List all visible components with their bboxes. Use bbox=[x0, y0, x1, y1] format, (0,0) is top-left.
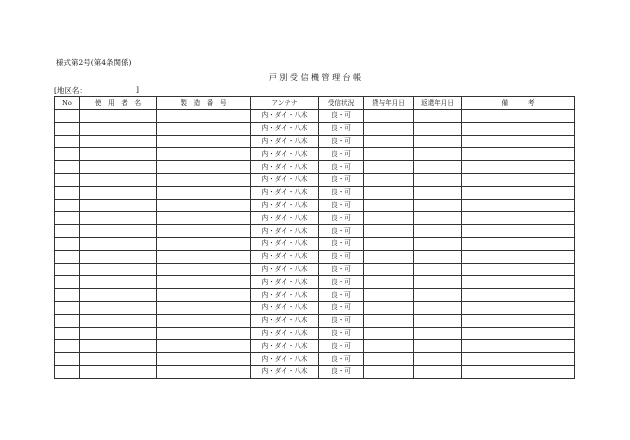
cell-no[interactable] bbox=[55, 250, 80, 263]
cell-no[interactable] bbox=[55, 199, 80, 212]
cell-loan-date[interactable] bbox=[364, 276, 414, 289]
cell-return-date[interactable] bbox=[414, 237, 462, 250]
cell-reception[interactable]: 良・可 bbox=[319, 276, 364, 289]
cell-return-date[interactable] bbox=[414, 353, 462, 366]
table-row bbox=[55, 314, 575, 327]
cell-return-date[interactable] bbox=[414, 135, 462, 148]
cell-no[interactable] bbox=[55, 148, 80, 161]
cell-user-name[interactable] bbox=[80, 199, 157, 212]
cell-serial-number[interactable] bbox=[157, 212, 251, 225]
cell-user-name[interactable] bbox=[80, 250, 157, 263]
cell-loan-date[interactable] bbox=[364, 173, 414, 186]
cell-remarks[interactable] bbox=[462, 161, 575, 174]
cell-remarks[interactable] bbox=[462, 186, 575, 199]
cell-antenna[interactable]: 内・ダイ・八木 bbox=[251, 173, 319, 186]
receiver-ledger-table bbox=[54, 96, 575, 379]
cell-return-date[interactable] bbox=[414, 289, 462, 302]
cell-serial-number[interactable] bbox=[157, 365, 251, 378]
column-header-loan-date: 貸与年月日 bbox=[364, 97, 414, 110]
cell-antenna[interactable]: 内・ダイ・八木 bbox=[251, 135, 319, 148]
cell-serial-number[interactable] bbox=[157, 289, 251, 302]
cell-user-name[interactable] bbox=[80, 173, 157, 186]
cell-no[interactable] bbox=[55, 173, 80, 186]
form-code: 様式第2号(第4条関係) bbox=[56, 58, 132, 67]
cell-loan-date[interactable] bbox=[364, 250, 414, 263]
table-row bbox=[55, 365, 575, 378]
column-header-return-date: 返還年月日 bbox=[414, 97, 462, 110]
cell-user-name[interactable] bbox=[80, 301, 157, 314]
cell-no[interactable] bbox=[55, 186, 80, 199]
cell-remarks[interactable] bbox=[462, 263, 575, 276]
cell-no[interactable] bbox=[55, 135, 80, 148]
cell-antenna[interactable]: 内・ダイ・八木 bbox=[251, 327, 319, 340]
table-row bbox=[55, 327, 575, 340]
cell-return-date[interactable] bbox=[414, 327, 462, 340]
table-row bbox=[55, 301, 575, 314]
cell-antenna[interactable]: 内・ダイ・八木 bbox=[251, 186, 319, 199]
cell-loan-date[interactable] bbox=[364, 148, 414, 161]
district-bracket-close: ] bbox=[136, 85, 139, 94]
cell-return-date[interactable] bbox=[414, 212, 462, 225]
cell-serial-number[interactable] bbox=[157, 225, 251, 238]
table-body bbox=[55, 110, 575, 379]
cell-serial-number[interactable] bbox=[157, 340, 251, 353]
cell-remarks[interactable] bbox=[462, 110, 575, 123]
cell-reception[interactable]: 良・可 bbox=[319, 314, 364, 327]
cell-loan-date[interactable] bbox=[364, 263, 414, 276]
table-row bbox=[55, 161, 575, 174]
cell-no[interactable] bbox=[55, 161, 80, 174]
cell-reception[interactable]: 良・可 bbox=[319, 148, 364, 161]
cell-loan-date[interactable] bbox=[364, 340, 414, 353]
cell-loan-date[interactable] bbox=[364, 161, 414, 174]
table-row bbox=[55, 289, 575, 302]
cell-remarks[interactable] bbox=[462, 122, 575, 135]
cell-reception[interactable]: 良・可 bbox=[319, 135, 364, 148]
cell-antenna[interactable]: 内・ダイ・八木 bbox=[251, 250, 319, 263]
cell-loan-date[interactable] bbox=[364, 237, 414, 250]
cell-reception[interactable]: 良・可 bbox=[319, 301, 364, 314]
column-header-remarks: 備 考 bbox=[462, 97, 575, 110]
cell-loan-date[interactable] bbox=[364, 212, 414, 225]
cell-remarks[interactable] bbox=[462, 276, 575, 289]
cell-reception[interactable]: 良・可 bbox=[319, 340, 364, 353]
table-row bbox=[55, 225, 575, 238]
cell-reception[interactable]: 良・可 bbox=[319, 353, 364, 366]
cell-reception[interactable]: 良・可 bbox=[319, 186, 364, 199]
cell-user-name[interactable] bbox=[80, 148, 157, 161]
cell-remarks[interactable] bbox=[462, 365, 575, 378]
cell-serial-number[interactable] bbox=[157, 276, 251, 289]
cell-serial-number[interactable] bbox=[157, 263, 251, 276]
cell-antenna[interactable]: 内・ダイ・八木 bbox=[251, 110, 319, 123]
cell-antenna[interactable]: 内・ダイ・八木 bbox=[251, 237, 319, 250]
cell-antenna[interactable]: 内・ダイ・八木 bbox=[251, 199, 319, 212]
cell-return-date[interactable] bbox=[414, 173, 462, 186]
cell-antenna[interactable]: 内・ダイ・八木 bbox=[251, 289, 319, 302]
cell-user-name[interactable] bbox=[80, 135, 157, 148]
cell-serial-number[interactable] bbox=[157, 237, 251, 250]
cell-loan-date[interactable] bbox=[364, 301, 414, 314]
cell-no[interactable] bbox=[55, 225, 80, 238]
cell-reception[interactable]: 良・可 bbox=[319, 365, 364, 378]
cell-antenna[interactable]: 内・ダイ・八木 bbox=[251, 365, 319, 378]
column-header-user-name: 使 用 者 名 bbox=[80, 97, 157, 110]
table-row bbox=[55, 186, 575, 199]
table-row bbox=[55, 276, 575, 289]
cell-user-name[interactable] bbox=[80, 263, 157, 276]
table-row bbox=[55, 250, 575, 263]
table-row bbox=[55, 199, 575, 212]
cell-return-date[interactable] bbox=[414, 122, 462, 135]
cell-loan-date[interactable] bbox=[364, 289, 414, 302]
cell-antenna[interactable]: 内・ダイ・八木 bbox=[251, 340, 319, 353]
column-header-antenna: アンテナ bbox=[251, 97, 319, 110]
cell-remarks[interactable] bbox=[462, 250, 575, 263]
column-header-no: No bbox=[55, 97, 80, 110]
cell-serial-number[interactable] bbox=[157, 173, 251, 186]
cell-remarks[interactable] bbox=[462, 225, 575, 238]
cell-serial-number[interactable] bbox=[157, 161, 251, 174]
cell-reception[interactable]: 良・可 bbox=[319, 212, 364, 225]
cell-antenna[interactable]: 内・ダイ・八木 bbox=[251, 314, 319, 327]
cell-user-name[interactable] bbox=[80, 110, 157, 123]
cell-user-name[interactable] bbox=[80, 314, 157, 327]
cell-remarks[interactable] bbox=[462, 173, 575, 186]
cell-loan-date[interactable] bbox=[364, 314, 414, 327]
cell-no[interactable] bbox=[55, 276, 80, 289]
cell-no[interactable] bbox=[55, 301, 80, 314]
cell-serial-number[interactable] bbox=[157, 135, 251, 148]
cell-antenna[interactable]: 内・ダイ・八木 bbox=[251, 122, 319, 135]
cell-return-date[interactable] bbox=[414, 148, 462, 161]
cell-loan-date[interactable] bbox=[364, 199, 414, 212]
cell-return-date[interactable] bbox=[414, 250, 462, 263]
district-field bbox=[54, 85, 139, 96]
cell-serial-number[interactable] bbox=[157, 314, 251, 327]
cell-antenna[interactable]: 内・ダイ・八木 bbox=[251, 276, 319, 289]
cell-serial-number[interactable] bbox=[157, 250, 251, 263]
cell-serial-number[interactable] bbox=[157, 110, 251, 123]
cell-no[interactable] bbox=[55, 237, 80, 250]
cell-user-name[interactable] bbox=[80, 237, 157, 250]
cell-no[interactable] bbox=[55, 353, 80, 366]
cell-return-date[interactable] bbox=[414, 110, 462, 123]
cell-reception[interactable]: 良・可 bbox=[319, 263, 364, 276]
table-row bbox=[55, 353, 575, 366]
cell-user-name[interactable] bbox=[80, 276, 157, 289]
table-row bbox=[55, 237, 575, 250]
cell-remarks[interactable] bbox=[462, 135, 575, 148]
cell-serial-number[interactable] bbox=[157, 186, 251, 199]
cell-loan-date[interactable] bbox=[364, 365, 414, 378]
cell-no[interactable] bbox=[55, 110, 80, 123]
cell-remarks[interactable] bbox=[462, 289, 575, 302]
cell-user-name[interactable] bbox=[80, 122, 157, 135]
cell-no[interactable] bbox=[55, 365, 80, 378]
table-row bbox=[55, 122, 575, 135]
cell-antenna[interactable]: 内・ダイ・八木 bbox=[251, 161, 319, 174]
cell-serial-number[interactable] bbox=[157, 122, 251, 135]
cell-loan-date[interactable] bbox=[364, 353, 414, 366]
cell-reception[interactable]: 良・可 bbox=[319, 237, 364, 250]
cell-reception[interactable]: 良・可 bbox=[319, 161, 364, 174]
cell-serial-number[interactable] bbox=[157, 353, 251, 366]
cell-return-date[interactable] bbox=[414, 225, 462, 238]
cell-loan-date[interactable] bbox=[364, 327, 414, 340]
cell-remarks[interactable] bbox=[462, 199, 575, 212]
column-header-reception: 受信状況 bbox=[319, 97, 364, 110]
cell-return-date[interactable] bbox=[414, 199, 462, 212]
cell-serial-number[interactable] bbox=[157, 301, 251, 314]
cell-user-name[interactable] bbox=[80, 225, 157, 238]
cell-return-date[interactable] bbox=[414, 340, 462, 353]
cell-reception[interactable]: 良・可 bbox=[319, 250, 364, 263]
cell-reception[interactable]: 良・可 bbox=[319, 327, 364, 340]
cell-reception[interactable]: 良・可 bbox=[319, 110, 364, 123]
cell-antenna[interactable]: 内・ダイ・八木 bbox=[251, 353, 319, 366]
cell-return-date[interactable] bbox=[414, 276, 462, 289]
table-row bbox=[55, 110, 575, 123]
cell-serial-number[interactable] bbox=[157, 199, 251, 212]
cell-loan-date[interactable] bbox=[364, 225, 414, 238]
cell-return-date[interactable] bbox=[414, 186, 462, 199]
cell-loan-date[interactable] bbox=[364, 186, 414, 199]
cell-user-name[interactable] bbox=[80, 340, 157, 353]
table-row bbox=[55, 340, 575, 353]
cell-return-date[interactable] bbox=[414, 161, 462, 174]
cell-no[interactable] bbox=[55, 327, 80, 340]
cell-loan-date[interactable] bbox=[364, 135, 414, 148]
cell-return-date[interactable] bbox=[414, 263, 462, 276]
district-label: [地区名： bbox=[54, 86, 87, 95]
cell-remarks[interactable] bbox=[462, 212, 575, 225]
cell-serial-number[interactable] bbox=[157, 327, 251, 340]
cell-remarks[interactable] bbox=[462, 237, 575, 250]
cell-remarks[interactable] bbox=[462, 327, 575, 340]
cell-user-name[interactable] bbox=[80, 327, 157, 340]
cell-remarks[interactable] bbox=[462, 353, 575, 366]
cell-reception[interactable]: 良・可 bbox=[319, 289, 364, 302]
cell-serial-number[interactable] bbox=[157, 148, 251, 161]
cell-no[interactable] bbox=[55, 340, 80, 353]
cell-no[interactable] bbox=[55, 263, 80, 276]
table-row bbox=[55, 173, 575, 186]
cell-return-date[interactable] bbox=[414, 314, 462, 327]
cell-remarks[interactable] bbox=[462, 148, 575, 161]
cell-reception[interactable]: 良・可 bbox=[319, 225, 364, 238]
cell-return-date[interactable] bbox=[414, 365, 462, 378]
cell-antenna[interactable]: 内・ダイ・八木 bbox=[251, 148, 319, 161]
cell-no[interactable] bbox=[55, 122, 80, 135]
table-row bbox=[55, 263, 575, 276]
cell-remarks[interactable] bbox=[462, 301, 575, 314]
cell-user-name[interactable] bbox=[80, 289, 157, 302]
cell-remarks[interactable] bbox=[462, 340, 575, 353]
cell-reception[interactable]: 良・可 bbox=[319, 199, 364, 212]
cell-user-name[interactable] bbox=[80, 186, 157, 199]
cell-antenna[interactable]: 内・ダイ・八木 bbox=[251, 263, 319, 276]
column-header-serial-number: 製 造 番 号 bbox=[157, 97, 251, 110]
cell-user-name[interactable] bbox=[80, 212, 157, 225]
cell-no[interactable] bbox=[55, 289, 80, 302]
cell-reception[interactable]: 良・可 bbox=[319, 122, 364, 135]
cell-antenna[interactable]: 内・ダイ・八木 bbox=[251, 301, 319, 314]
cell-antenna[interactable]: 内・ダイ・八木 bbox=[251, 212, 319, 225]
cell-reception[interactable]: 良・可 bbox=[319, 173, 364, 186]
cell-loan-date[interactable] bbox=[364, 122, 414, 135]
table-header-row bbox=[55, 97, 575, 110]
table-row bbox=[55, 212, 575, 225]
cell-antenna[interactable]: 内・ダイ・八木 bbox=[251, 225, 319, 238]
page-title: 戸 別 受 信 機 管 理 台 帳 bbox=[268, 73, 362, 82]
cell-loan-date[interactable] bbox=[364, 110, 414, 123]
cell-no[interactable] bbox=[55, 314, 80, 327]
cell-no[interactable] bbox=[55, 212, 80, 225]
table-row bbox=[55, 135, 575, 148]
cell-user-name[interactable] bbox=[80, 365, 157, 378]
cell-user-name[interactable] bbox=[80, 161, 157, 174]
table-row bbox=[55, 148, 575, 161]
cell-remarks[interactable] bbox=[462, 314, 575, 327]
cell-return-date[interactable] bbox=[414, 301, 462, 314]
cell-user-name[interactable] bbox=[80, 353, 157, 366]
